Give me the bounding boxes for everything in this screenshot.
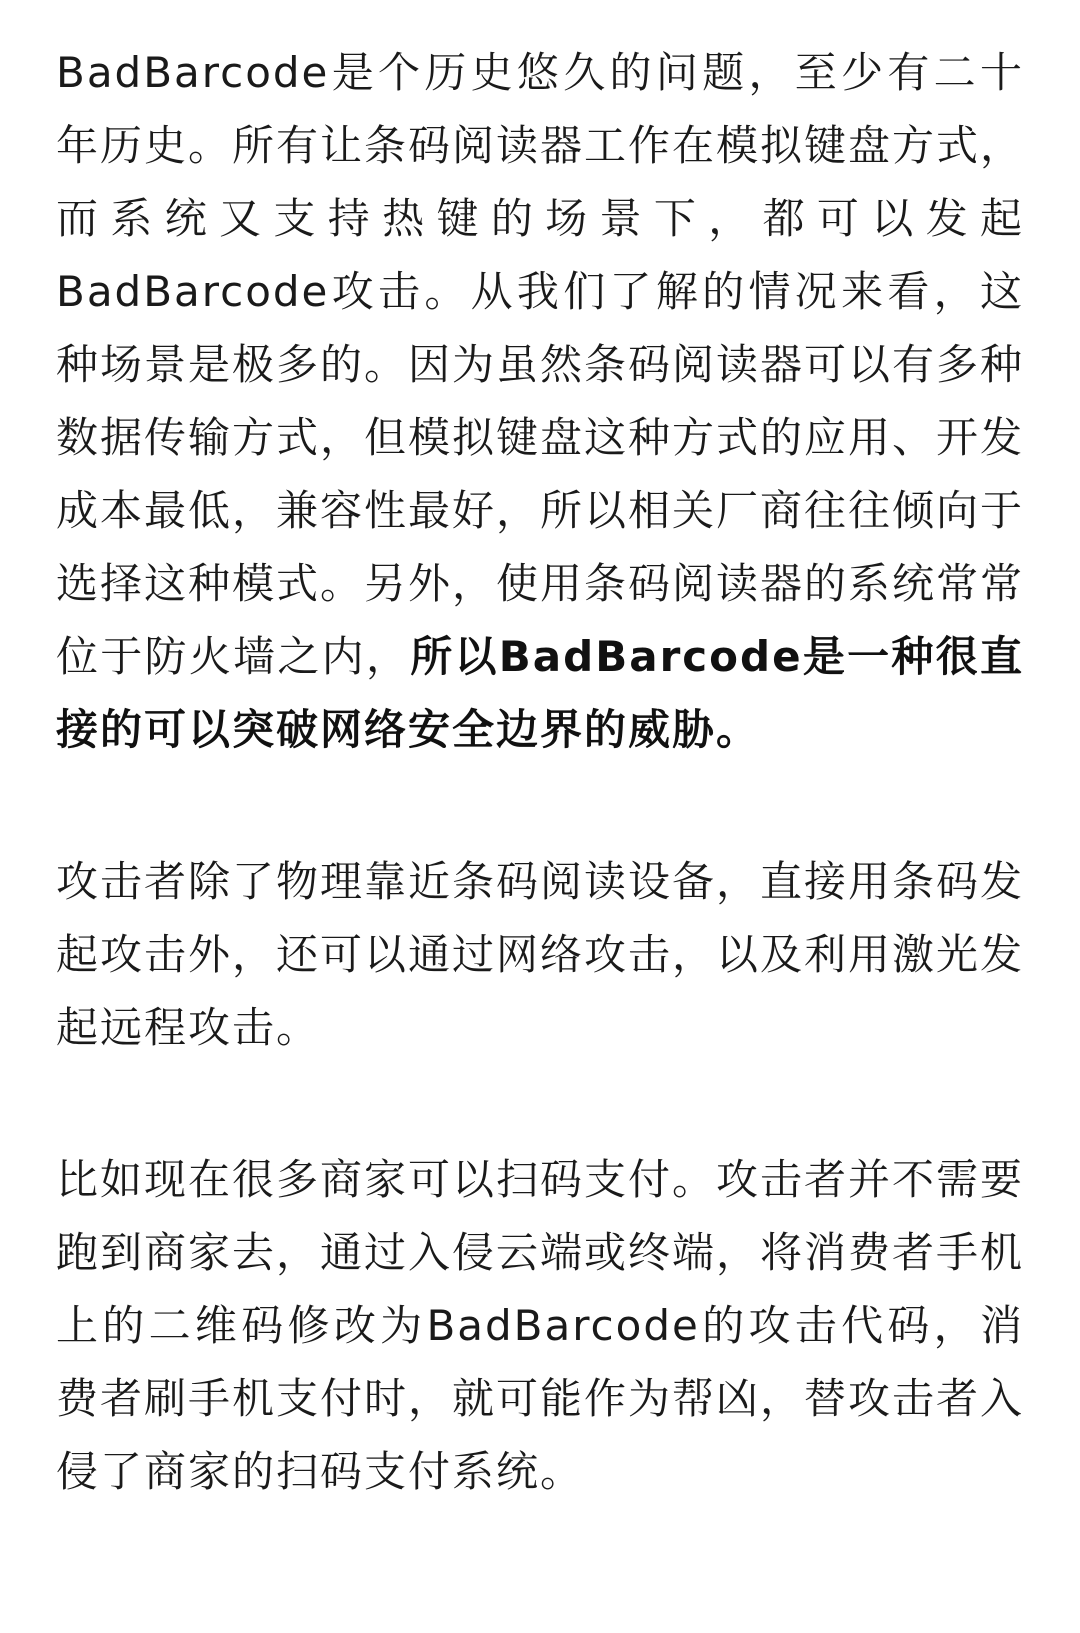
paragraph-1-bold-text: 所以BadBarcode是一种很直接的可以突破网络安全边界的威胁。 xyxy=(56,632,1024,754)
paragraph-3: 比如现在很多商家可以扫码支付。攻击者并不需要跑到商家去，通过入侵云端或终端，将消费者手机上的二维码修改为BadBarcode的攻击代码，消费者刷手机支付时，就可能作为帮凶，替攻击者入侵了商家的扫码支付系统。 xyxy=(56,1155,1025,1496)
article-body xyxy=(56,36,1024,1508)
paragraph-1-text: BadBarcode是个历史悠久的问题，至少有二十年历史。所有让条码阅读器工作在模拟键盘方式，而系统又支持热键的场景下，都可以发起BadBarcode攻击。从我们了解的情况来看，这种场景是极多的。因为虽然条码阅读器可以有多种数据传输方式，但模拟键盘这种方式的应用、开发成本最低，兼容性最好，所以相关厂商往往倾向于选择这种模式。另外，使用条码阅读器的系统常常位于防火墙之内， xyxy=(56,48,1025,681)
paragraph-1 xyxy=(56,36,1024,766)
paragraph-2: 攻击者除了物理靠近条码阅读设备，直接用条码发起攻击外，还可以通过网络攻击，以及利用激光发起远程攻击。 xyxy=(56,857,1025,1052)
